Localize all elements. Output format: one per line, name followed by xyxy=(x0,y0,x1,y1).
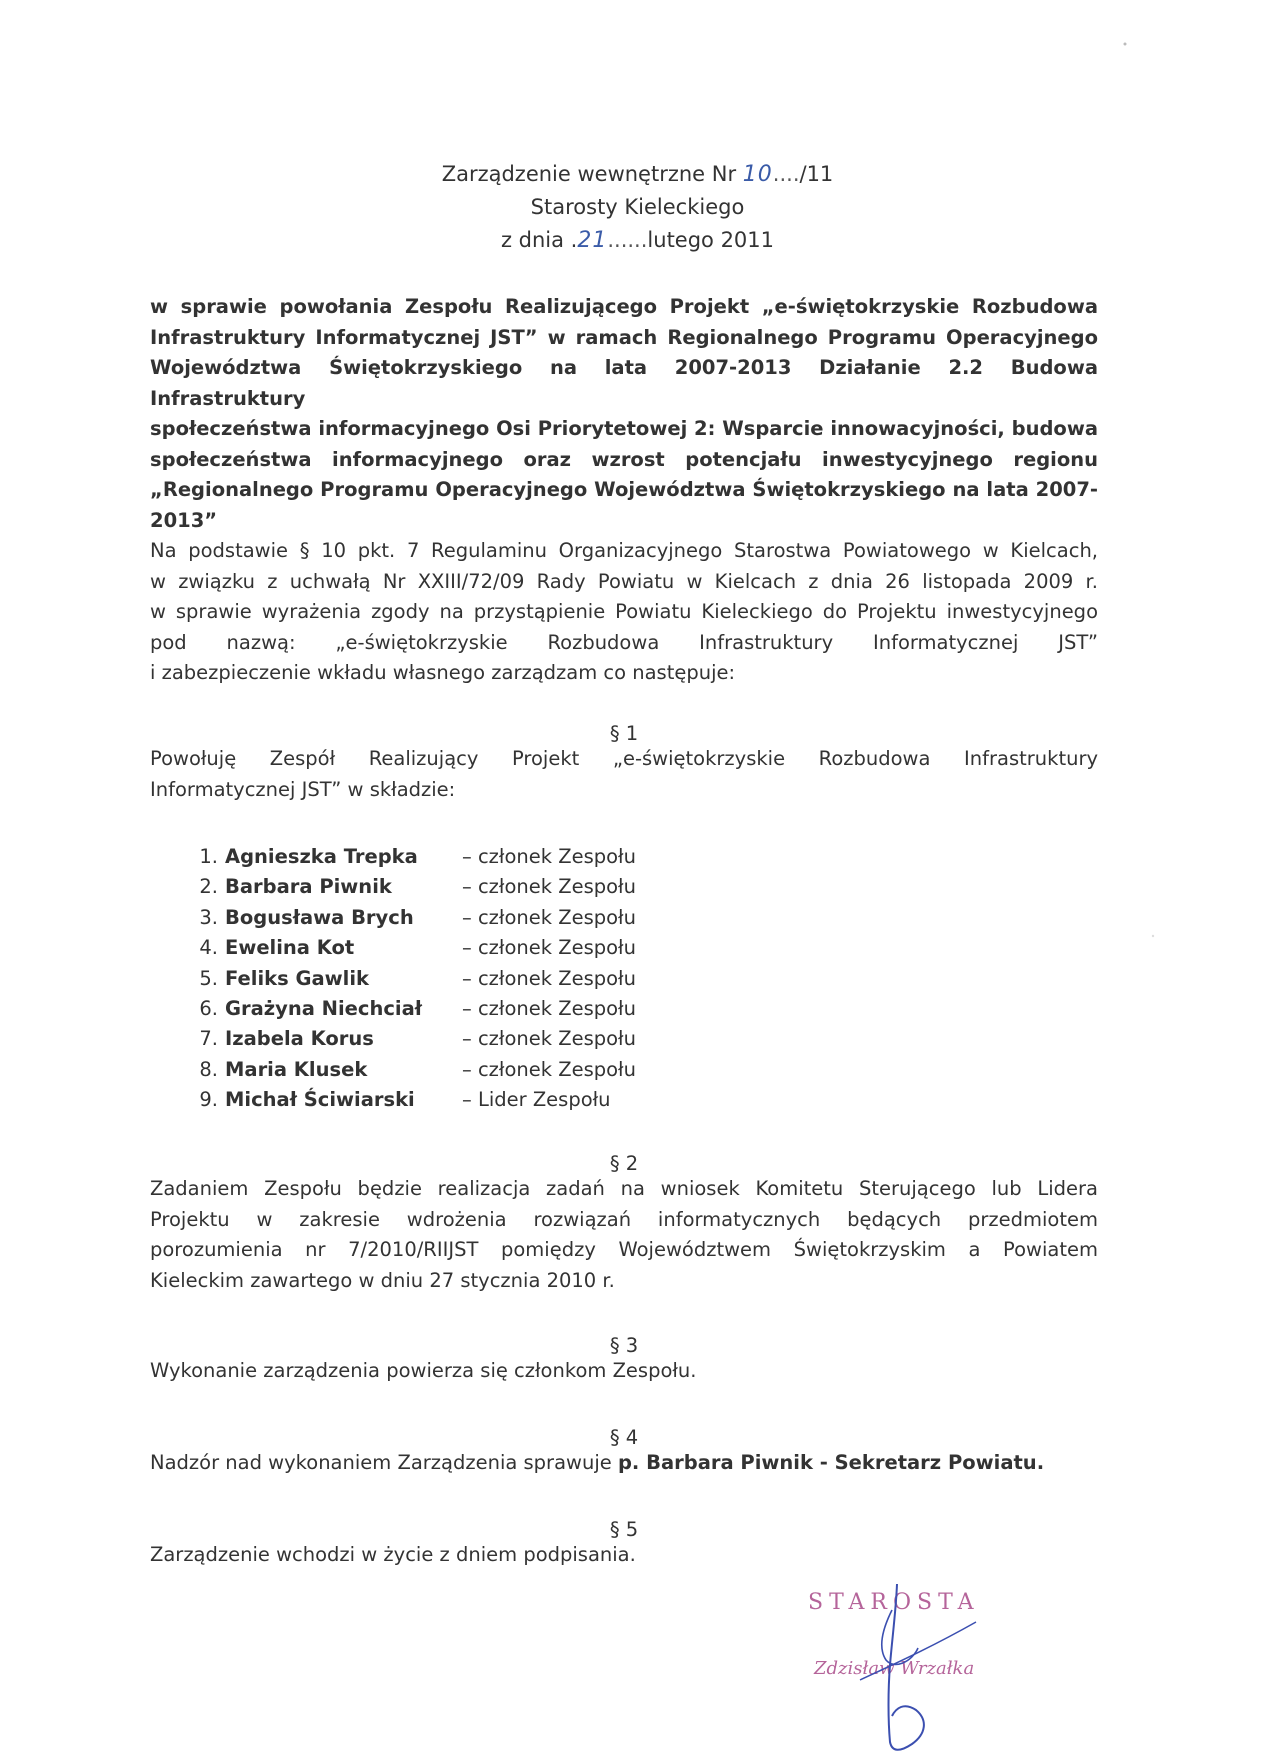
basis-line: Na podstawie § 10 pkt. 7 Regulaminu Organizacyjnego Starostwa Powiatowego w Kielcach, xyxy=(150,539,1098,562)
handwritten-number: 10 xyxy=(742,162,773,187)
subject-line: „Regionalnego Programu Operacyjnego Województwa Świętokrzyskiego na lata 2007- xyxy=(150,478,1098,501)
member-name: Bogusława Brych xyxy=(225,905,414,929)
document-header xyxy=(0,158,1275,257)
section-4-title: § 4 xyxy=(609,1426,639,1449)
member-name: Barbara Piwnik xyxy=(225,875,392,899)
subject-line: społeczeństwa informacyjnego Osi Priorytetowej 2: Wsparcie innowacyjności, budowa xyxy=(150,417,1098,440)
member-role: – członek Zespołu xyxy=(462,966,636,990)
subject-line: społeczeństwa informacyjnego oraz wzrost potencjału inwestycyjnego regionu xyxy=(150,447,1098,471)
legal-basis xyxy=(150,536,1098,689)
member-role: – członek Zespołu xyxy=(462,1057,636,1081)
list-item: 1. Agnieszka Trepka – członek Zespołu xyxy=(180,842,780,872)
handwritten-day: 21 xyxy=(577,228,608,253)
member-role: – członek Zespołu xyxy=(462,936,636,960)
member-name: Agnieszka Trepka xyxy=(225,845,418,868)
official-stamp xyxy=(800,1570,1020,1760)
member-name: Grażyna Niechciał xyxy=(225,996,422,1020)
list-item: 6. Grażyna Niechciał – członek Zespołu xyxy=(180,994,780,1024)
stamp-name: Zdzisław Wrzałka xyxy=(814,1658,975,1679)
member-role: – członek Zespołu xyxy=(462,845,636,868)
basis-line: w związku z uchwałą Nr XXIII/72/09 Rady Powiatu w Kielcach z dnia 26 listopada 2009 r. xyxy=(150,569,1098,593)
member-name: Feliks Gawlik xyxy=(225,966,370,990)
section-5-title: § 5 xyxy=(609,1518,639,1541)
member-name: Ewelina Kot xyxy=(225,936,355,960)
member-role: – członek Zespołu xyxy=(462,1027,636,1051)
header-date: z dnia .21......lutego 2011 xyxy=(500,228,775,253)
signature-mark xyxy=(800,1570,1020,1760)
section-3-text: Wykonanie zarządzenia powierza się członkom Zespołu. xyxy=(150,1359,697,1382)
subject-line: Województwa Świętokrzyskiego na lata 2007-2013 Działanie 2.2 Budowa Infrastruktury xyxy=(150,356,1098,410)
section-1-text xyxy=(150,744,1098,805)
header-title: Zarządzenie wewnętrzne Nr 10..../11 xyxy=(441,162,834,187)
subject-line: 2013” xyxy=(150,508,218,532)
member-role: – członek Zespołu xyxy=(462,875,636,899)
member-role: – członek Zespołu xyxy=(462,996,636,1020)
member-name: Michał Ściwiarski xyxy=(225,1088,415,1112)
section-3-title: § 3 xyxy=(609,1334,639,1357)
member-name: Maria Klusek xyxy=(225,1057,368,1081)
list-item: 8. Maria Klusek – członek Zespołu xyxy=(180,1055,780,1085)
document-subject xyxy=(150,292,1098,536)
list-item: 3. Bogusława Brych – członek Zespołu xyxy=(180,903,780,933)
basis-line: pod nazwą: „e-świętokrzyskie Rozbudowa Infrastruktury Informatycznej JST” xyxy=(150,630,1098,654)
basis-line: w sprawie wyrażenia zgody na przystąpienie Powiatu Kieleckiego do Projektu inwestycyjnego xyxy=(150,600,1098,623)
member-role: – Lider Zespołu xyxy=(462,1088,611,1112)
section-2-line: porozumienia nr 7/2010/RIIJST pomiędzy Województwem Świętokrzyskim a Powiatem xyxy=(150,1238,1098,1261)
basis-line: i zabezpieczenie wkładu własnego zarządzam co następuje: xyxy=(150,661,736,684)
list-item: 5. Feliks Gawlik – członek Zespołu xyxy=(180,964,780,994)
member-list xyxy=(180,842,780,1116)
section-1-line: Informatycznej JST” w składzie: xyxy=(150,777,456,801)
section-2-line: Kieleckim zawartego w dniu 27 stycznia 2010 r. xyxy=(150,1268,615,1292)
subject-line: w sprawie powołania Zespołu Realizującego Projekt „e-świętokrzyskie Rozbudowa xyxy=(150,295,1098,318)
supervisor-name: p. Barbara Piwnik - Sekretarz Powiatu. xyxy=(617,1451,1045,1474)
section-2-line: Projektu w zakresie wdrożenia rozwiązań informatycznych będących przedmiotem xyxy=(150,1207,1098,1231)
section-2-title: § 2 xyxy=(609,1152,639,1175)
list-item: 7. Izabela Korus – członek Zespołu xyxy=(180,1024,780,1054)
list-item: 9. Michał Ściwiarski – Lider Zespołu xyxy=(180,1085,780,1115)
section-1-line: Powołuję Zespół Realizujący Projekt „e-świętokrzyskie Rozbudowa Infrastruktury xyxy=(150,747,1098,770)
member-role: – członek Zespołu xyxy=(462,905,636,929)
section-2-line: Zadaniem Zespołu będzie realizacja zadań na wniosek Komitetu Sterującego lub Lidera xyxy=(150,1177,1098,1200)
list-item: 4. Ewelina Kot – członek Zespołu xyxy=(180,933,780,963)
header-issuer: Starosty Kieleckiego xyxy=(530,195,745,219)
section-1-title: § 1 xyxy=(609,722,639,745)
section-5-text: Zarządzenie wchodzi w życie z dniem podpisania. xyxy=(150,1543,636,1566)
section-2-text xyxy=(150,1174,1098,1296)
list-item: 2. Barbara Piwnik – członek Zespołu xyxy=(180,872,780,902)
section-4-text: Nadzór nad wykonaniem Zarządzenia sprawuje p. Barbara Piwnik - Sekretarz Powiatu. xyxy=(150,1451,1045,1474)
stamp-title: STAROSTA xyxy=(808,1590,980,1615)
subject-line: Infrastruktury Informatycznej JST” w ramach Regionalnego Programu Operacyjnego xyxy=(150,325,1098,349)
member-name: Izabela Korus xyxy=(225,1027,374,1051)
